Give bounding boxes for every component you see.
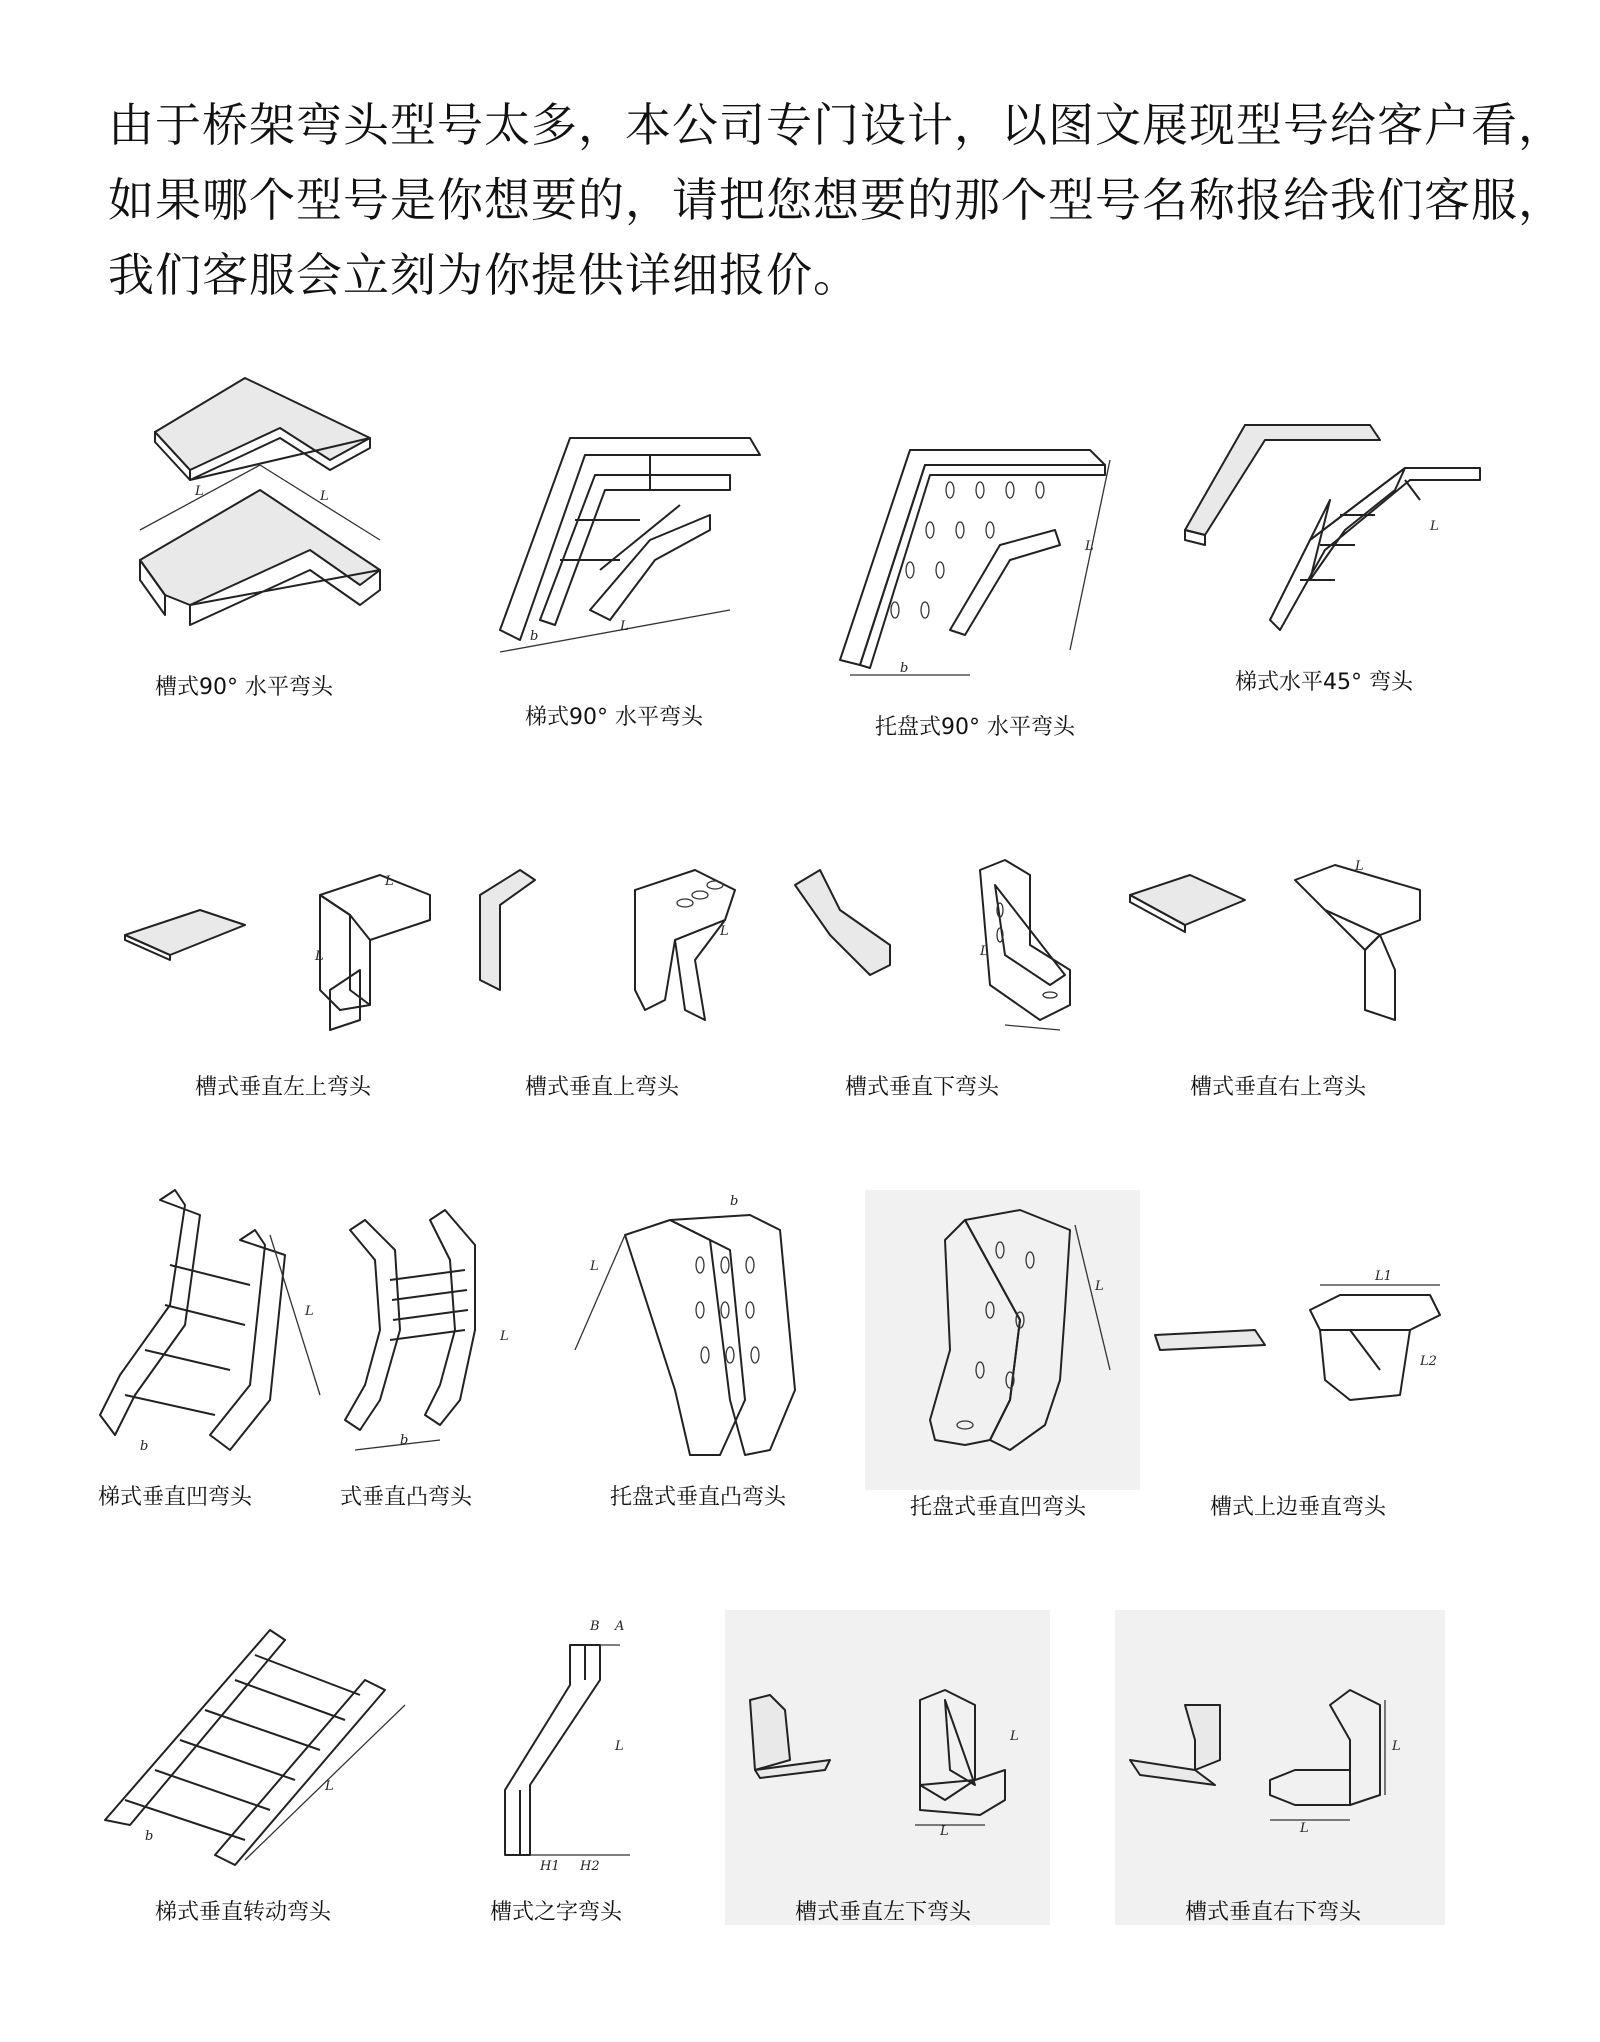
product-tray-vertical-convex <box>570 1190 830 1515</box>
trough-vertical-down-elbow-drawing <box>790 855 1110 1035</box>
item-caption: 梯式垂直转动弯头 <box>155 1900 332 1925</box>
dim-label: L <box>1300 1821 1309 1836</box>
ladder-45-horizontal-elbow-drawing <box>1180 420 1490 640</box>
product-trough-vertical-down <box>790 855 1110 1110</box>
product-tray-vertical-concave <box>870 1200 1140 1520</box>
trough-vertical-up-elbow-drawing <box>475 860 775 1040</box>
trough-vertical-left-down-elbow-drawing <box>730 1620 1050 1850</box>
trough-vertical-right-down-elbow-drawing <box>1120 1620 1440 1850</box>
dim-label: A <box>615 1619 625 1634</box>
ladder-90-horizontal-elbow-drawing <box>480 420 770 660</box>
trough-90-horizontal-elbow-drawing <box>110 370 410 670</box>
dim-label: H2 <box>580 1859 600 1874</box>
item-caption: 槽式垂直左上弯头 <box>195 1075 372 1100</box>
ladder-vertical-convex-elbow-drawing <box>340 1200 570 1460</box>
product-ladder-vertical-concave <box>90 1185 330 1515</box>
dim-label: L <box>1355 859 1364 874</box>
dim-label: L <box>385 874 394 889</box>
item-caption: 托盘式垂直凹弯头 <box>910 1495 1087 1520</box>
dim-label: L <box>315 949 324 964</box>
item-caption: 托盘式90° 水平弯头 <box>875 715 1075 740</box>
dim-label: L <box>1392 1739 1401 1754</box>
product-trough-vertical-left-down <box>730 1620 1050 1925</box>
dim-label: L <box>325 1779 334 1794</box>
dim-label: B <box>590 1619 600 1634</box>
dim-label: L <box>940 1824 949 1839</box>
dim-label: b <box>400 1433 409 1448</box>
item-caption: 梯式垂直凹弯头 <box>98 1485 253 1510</box>
product-ladder-90-horizontal <box>480 420 770 740</box>
product-trough-top-edge-vertical <box>1150 1200 1480 1520</box>
trough-top-edge-vertical-elbow-drawing <box>1150 1200 1480 1430</box>
intro-paragraph <box>108 88 1568 313</box>
dim-label: b <box>730 1194 739 1209</box>
trough-vertical-left-up-elbow-drawing <box>120 860 450 1040</box>
product-trough-vertical-right-up <box>1125 860 1455 1110</box>
dim-label: L <box>720 924 729 939</box>
dim-label: L1 <box>1375 1269 1392 1284</box>
item-caption: 梯式90° 水平弯头 <box>525 705 703 730</box>
dim-label: L <box>980 944 989 959</box>
product-trough-zigzag <box>470 1610 650 1925</box>
tray-90-horizontal-elbow-drawing <box>830 440 1130 680</box>
dim-label: L2 <box>1420 1354 1437 1369</box>
tray-vertical-concave-elbow-drawing <box>870 1200 1140 1460</box>
dim-label: L <box>500 1329 509 1344</box>
item-caption: 式垂直凸弯头 <box>340 1485 473 1510</box>
dim-label: L <box>1095 1279 1104 1294</box>
item-caption: 槽式上边垂直弯头 <box>1210 1495 1387 1520</box>
item-caption: 槽式垂直下弯头 <box>845 1075 1000 1100</box>
dim-label: H1 <box>540 1859 560 1874</box>
ladder-vertical-rotating-elbow-drawing <box>95 1610 425 1870</box>
product-ladder-vertical-convex <box>340 1200 570 1515</box>
dim-label: L <box>320 489 329 504</box>
trough-vertical-right-up-elbow-drawing <box>1125 860 1455 1040</box>
dim-label: L <box>1430 519 1439 534</box>
dim-label: L <box>615 1739 624 1754</box>
dim-label: b <box>140 1439 149 1454</box>
item-caption: 托盘式垂直凸弯头 <box>610 1485 787 1510</box>
intro-line-1: 由于桥架弯头型号太多，本公司专门设计，以图文展现型号给客户看， <box>108 98 1565 152</box>
item-caption: 槽式垂直右上弯头 <box>1190 1075 1367 1100</box>
product-trough-90-horizontal <box>110 370 410 700</box>
item-caption: 槽式之字弯头 <box>490 1900 623 1925</box>
product-trough-vertical-right-down <box>1120 1620 1440 1925</box>
product-tray-90-horizontal <box>830 440 1130 750</box>
dim-label: L <box>590 1259 599 1274</box>
ladder-vertical-concave-elbow-drawing <box>90 1185 330 1465</box>
product-ladder-vertical-rotating <box>95 1610 425 1925</box>
item-caption: 槽式垂直右下弯头 <box>1185 1900 1362 1925</box>
item-caption: 槽式垂直左下弯头 <box>795 1900 972 1925</box>
dim-label: L <box>305 1304 314 1319</box>
product-ladder-45-horizontal <box>1180 420 1490 710</box>
dim-label: L <box>1010 1729 1019 1744</box>
dim-label: L <box>195 484 204 499</box>
dim-label: b <box>145 1829 154 1844</box>
dim-label: L <box>620 619 629 634</box>
item-caption: 槽式90° 水平弯头 <box>155 675 333 700</box>
tray-vertical-convex-elbow-drawing <box>570 1190 830 1460</box>
trough-zigzag-elbow-drawing <box>470 1610 650 1874</box>
dim-label: b <box>530 629 539 644</box>
product-trough-vertical-left-up <box>120 860 450 1110</box>
dim-label: b <box>900 661 909 676</box>
item-caption: 槽式垂直上弯头 <box>525 1075 680 1100</box>
item-caption: 梯式水平45° 弯头 <box>1235 670 1413 695</box>
product-trough-vertical-up <box>475 860 775 1110</box>
dim-label: L <box>1085 539 1094 554</box>
intro-line-2: 如果哪个型号是你想要的，请把您想要的那个型号名称报给我们客服， <box>108 173 1565 227</box>
intro-line-3: 我们客服会立刻为你提供详细报价。 <box>108 248 860 302</box>
